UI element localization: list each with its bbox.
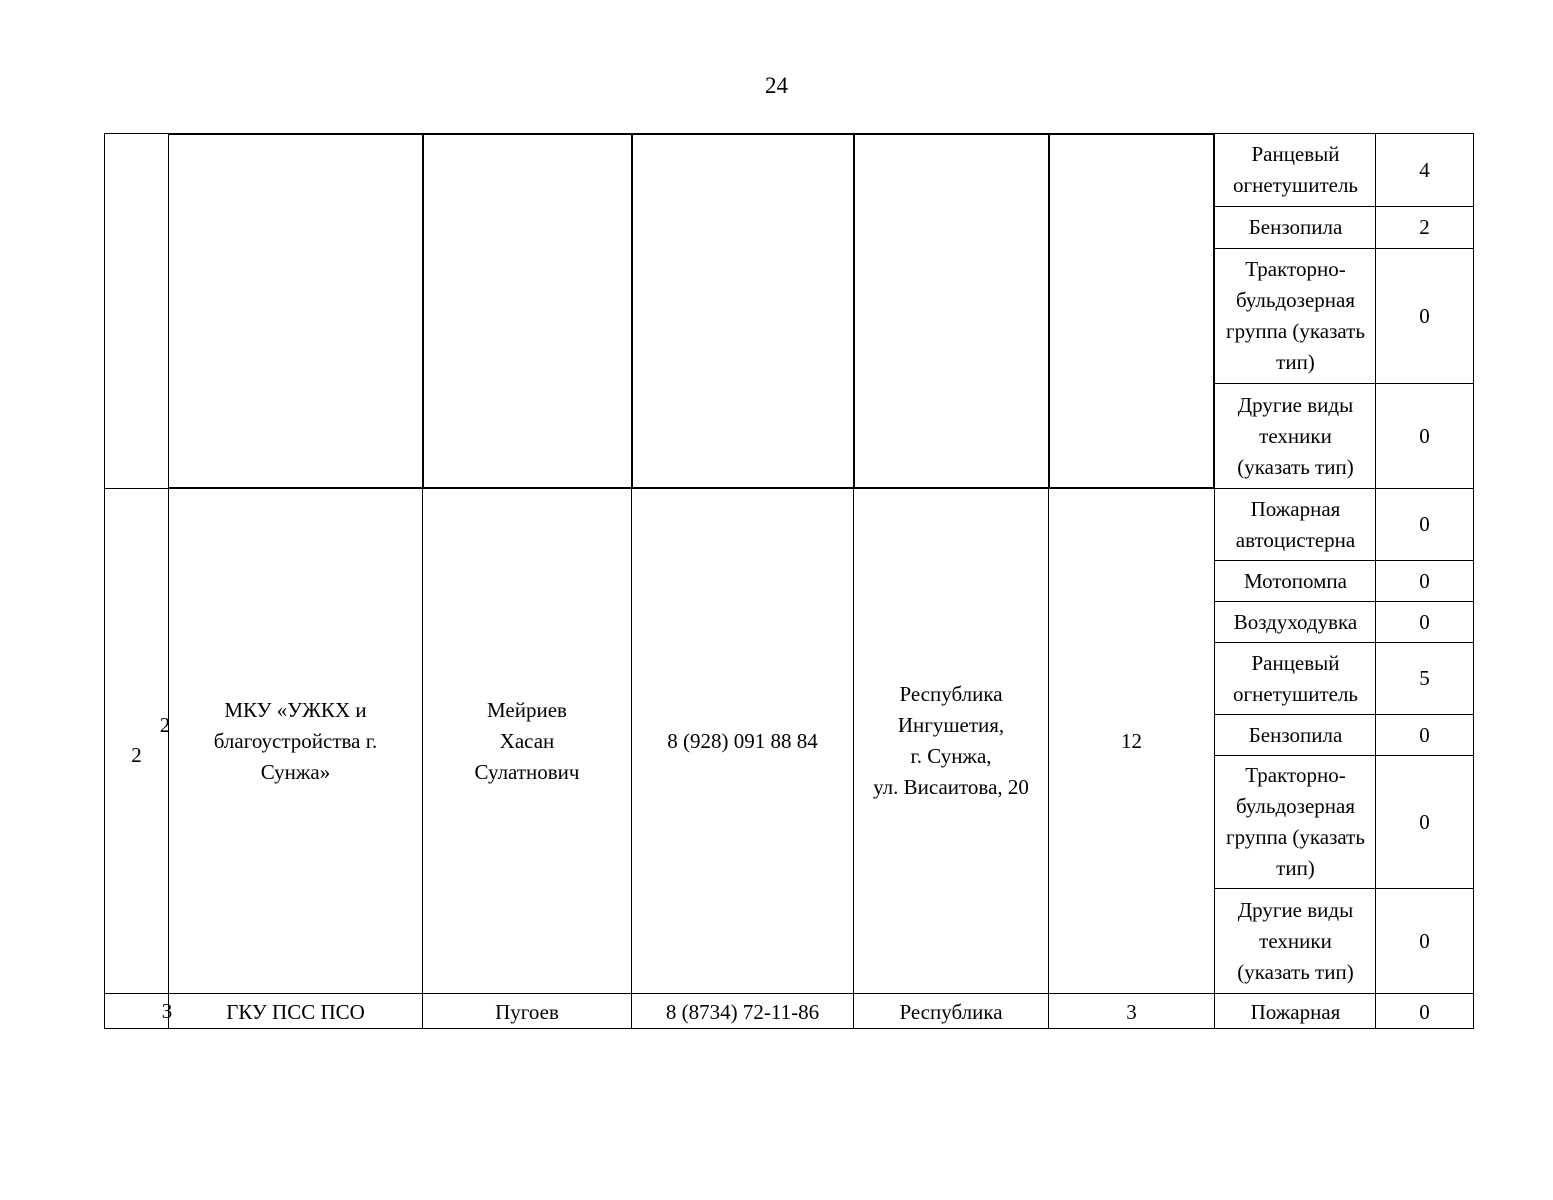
staff-count: 12	[1121, 728, 1142, 753]
row-number-overlay: 2	[159, 713, 171, 737]
equipment-count: 0	[1419, 609, 1430, 634]
responsible-person: Мейриев Хасан Сулатнович	[474, 697, 580, 784]
page-number: 24	[765, 73, 788, 98]
address: Республика	[899, 999, 1003, 1024]
row-number-overlay: 3	[161, 999, 173, 1023]
organization-name: ГКУ ПСС ПСО	[226, 999, 365, 1024]
equipment-count: 0	[1419, 999, 1430, 1024]
phone-number: 8 (928) 091 88 84	[667, 728, 818, 753]
address: Республика Ингушетия, г. Сунжа, ул. Висаитова, 20	[873, 682, 1029, 799]
staff-count: 3	[1126, 999, 1137, 1024]
equipment-count: 0	[1419, 303, 1430, 328]
equipment-name: Пожарная	[1250, 999, 1341, 1024]
equipment-count: 0	[1419, 928, 1430, 953]
equipment-name: Тракторно- бульдозерная группа (указать тип)	[1226, 257, 1365, 374]
organization-name: МКУ «УЖКХ и благоустройства г. Сунжа»	[213, 697, 378, 784]
equipment-count: 0	[1419, 568, 1430, 593]
equipment-name: Мотопомпа	[1244, 568, 1347, 593]
equipment-name: Бензопила	[1248, 215, 1343, 239]
equipment-name: Бензопила	[1248, 722, 1343, 747]
responsible-person: Пугоев	[495, 999, 559, 1024]
equipment-count: 0	[1419, 809, 1430, 834]
equipment-name: Пожарная автоцистерна	[1235, 496, 1356, 552]
equipment-name: Воздуходувка	[1233, 609, 1358, 634]
equipment-name: Ранцевый огнетушитель	[1232, 142, 1359, 197]
phone-number: 8 (8734) 72-11-86	[665, 999, 820, 1024]
row-number: 2	[131, 743, 142, 767]
equipment-name: Тракторно- бульдозерная группа (указать тип)	[1226, 763, 1365, 880]
equipment-name: Ранцевый огнетушитель	[1232, 650, 1359, 706]
equipment-count: 5	[1419, 666, 1430, 690]
equipment-name: Другие виды техники (указать тип)	[1237, 392, 1354, 479]
equipment-count: 0	[1419, 512, 1430, 536]
equipment-name: Другие виды техники (указать тип)	[1237, 897, 1354, 984]
equipment-count: 2	[1419, 215, 1430, 239]
equipment-count: 0	[1419, 722, 1430, 747]
equipment-count: 4	[1419, 157, 1430, 182]
equipment-count: 0	[1419, 423, 1430, 448]
